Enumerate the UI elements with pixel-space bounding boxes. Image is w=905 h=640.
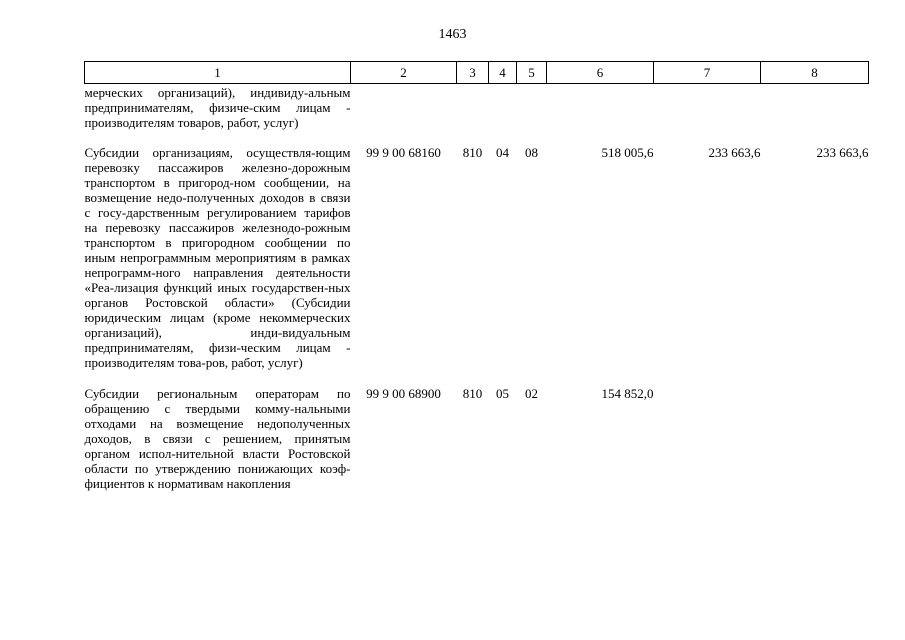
page-number: 1463 (438, 27, 467, 42)
budget-table (84, 61, 869, 491)
row-col-6 (547, 84, 654, 131)
header-col-5: 5 (517, 62, 547, 84)
header-col-8: 8 (761, 62, 869, 84)
row-col-7: 233 663,6 (708, 145, 761, 160)
row-col-6: 518 005,6 (601, 145, 654, 160)
row-col-8 (761, 84, 869, 131)
row-col-7 (654, 84, 761, 131)
row-col-8: 233 663,6 (816, 145, 869, 160)
header-col-2: 2 (351, 62, 457, 84)
row-col-4: 05 (496, 386, 509, 401)
row-col-3: 810 (462, 145, 483, 160)
header-col-6: 6 (547, 62, 654, 84)
table-row (85, 84, 869, 131)
header-col-1: 1 (85, 62, 351, 84)
row-col-4 (489, 84, 517, 131)
row-code (351, 84, 457, 131)
row-col-3 (457, 84, 489, 131)
header-col-3: 3 (457, 62, 489, 84)
table-row (85, 370, 869, 491)
row-col-8 (761, 370, 869, 491)
header-col-4: 4 (489, 62, 517, 84)
row-code: 99 9 00 68900 (366, 386, 441, 401)
row-col-4: 04 (496, 145, 509, 160)
row-col-5: 02 (525, 386, 538, 401)
row-col-5 (517, 84, 547, 131)
row-col-6: 154 852,0 (601, 386, 654, 401)
row-description: Субсидии организациям, осуществля-ющим перевозку пассажиров железно-дорожным транспортом в пригород-ном сообщении, на возмещение недо-полученных доходов в связи с госу-дарственным регулированием тарифов на перевозку пассажиров железнодо-рожным транспортом в пригородном сообщении по иным непрограммным мероприятиям в рамках непрограмм-ного направления деятельности «Реа-лизация функций иных государствен-ных органов Ростовской области» (Субсидии юридическим лицам (кроме некоммерческих организаций), инди-видуальным предпринимателям, физи-ческим лицам - производителям това-ров, работ, услуг) (84, 145, 351, 370)
row-description: Субсидии региональным операторам по обращению с твердыми комму-нальными отходами на возмещение недополученных доходов, в связи с решением, принятым органом испол-нительной власти Ростовской области по утверждению понижающих коэф-фициентов к нормативам накопления (84, 386, 351, 491)
row-col-3: 810 (462, 386, 483, 401)
row-col-7 (654, 370, 761, 491)
row-col-5: 08 (525, 145, 538, 160)
row-code: 99 9 00 68160 (366, 145, 441, 160)
row-description: мерческих организаций), индивиду-альным предпринимателям, физиче-ским лицам - производителям товаров, работ, услуг) (84, 85, 351, 130)
table-header-row (85, 62, 869, 84)
table-row (85, 130, 869, 370)
header-col-7: 7 (654, 62, 761, 84)
